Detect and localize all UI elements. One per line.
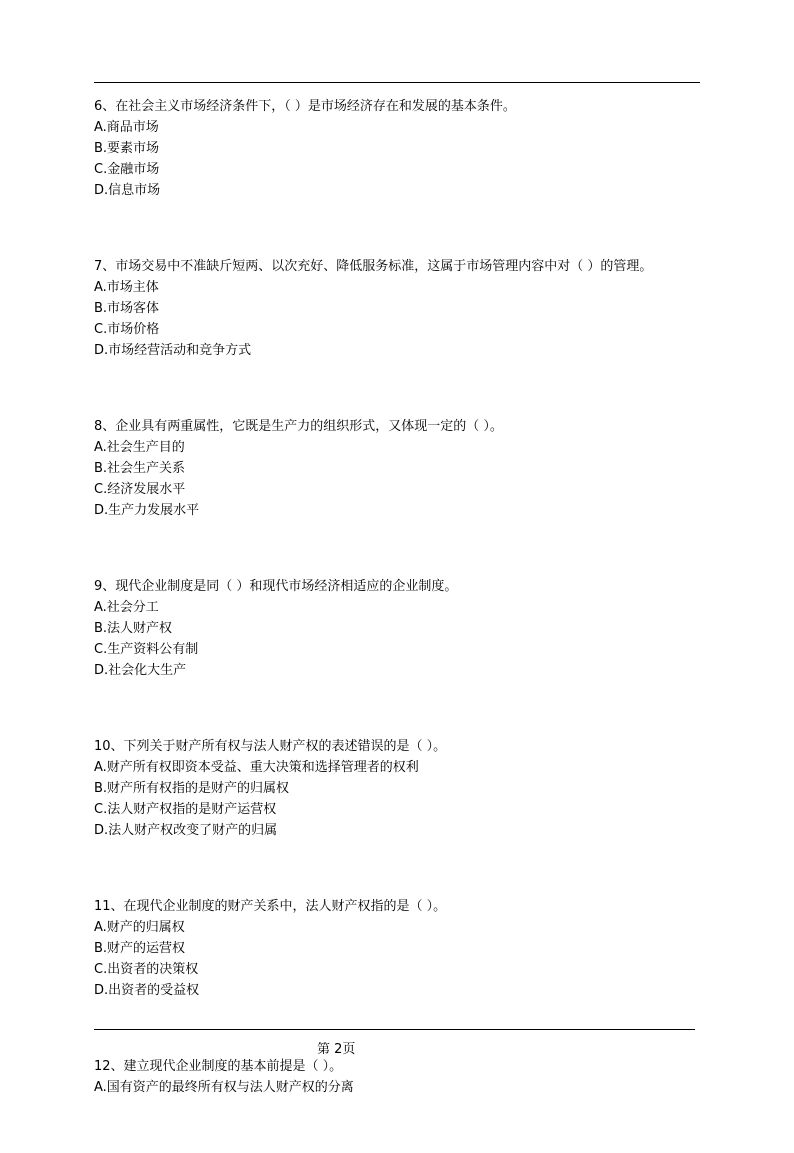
option-c: C.法人财产权指的是财产运营权 — [94, 802, 277, 817]
question-stem: 8、企业具有两重属性，它既是生产力的组织形式，又体现一定的（ ）。 — [94, 419, 503, 434]
option-a: A.市场主体 — [94, 280, 159, 295]
question-6 — [94, 96, 714, 201]
question-stem: 9、现代企业制度是同（ ）和现代市场经济相适应的企业制度。 — [94, 579, 458, 594]
question-9 — [94, 576, 714, 681]
header-rule — [94, 82, 700, 83]
footer-rule — [94, 1029, 695, 1030]
page-number: 第 2页 — [317, 1042, 356, 1057]
question-stem: 6、在社会主义市场经济条件下，（ ）是市场经济存在和发展的基本条件。 — [94, 99, 516, 114]
question-stem: 10、下列关于财产所有权与法人财产权的表述错误的是（ ）。 — [94, 739, 447, 754]
option-d: D.社会化大生产 — [94, 663, 187, 678]
question-stem: 12、建立现代企业制度的基本前提是（ ）。 — [94, 1059, 343, 1074]
option-b: B.法人财产权 — [94, 621, 173, 636]
question-12 — [94, 1056, 714, 1098]
question-stem: 7、市场交易中不准缺斤短两、以次充好、降低服务标准，这属于市场管理内容中对（ ）的管理。 — [94, 259, 653, 274]
option-d: D.市场经营活动和竞争方式 — [94, 343, 252, 358]
option-d: D.法人财产权改变了财产的归属 — [94, 823, 278, 838]
option-c: C.经济发展水平 — [94, 482, 186, 497]
option-a: A.财产的归属权 — [94, 920, 185, 935]
option-d: D.生产力发展水平 — [94, 503, 200, 518]
option-a: A.社会分工 — [94, 600, 159, 615]
option-d: D.出资者的受益权 — [94, 983, 200, 998]
option-b: B.社会生产关系 — [94, 461, 186, 476]
question-7 — [94, 256, 714, 361]
option-a: A.财产所有权即资本受益、重大决策和选择管理者的权利 — [94, 760, 419, 775]
question-10 — [94, 736, 714, 841]
option-c: C.市场价格 — [94, 322, 160, 337]
question-8 — [94, 416, 714, 521]
option-b: B.财产所有权指的是财产的归属权 — [94, 781, 290, 796]
option-c: C.生产资料公有制 — [94, 642, 199, 657]
option-b: B.财产的运营权 — [94, 941, 186, 956]
option-c: C.金融市场 — [94, 162, 160, 177]
option-b: B.市场客体 — [94, 301, 160, 316]
question-stem: 11、在现代企业制度的财产关系中，法人财产权指的是（ ）。 — [94, 899, 447, 914]
question-11 — [94, 896, 714, 1001]
option-a: A.商品市场 — [94, 120, 159, 135]
question-list — [94, 96, 714, 1153]
option-c: C.出资者的决策权 — [94, 962, 199, 977]
option-d: D.信息市场 — [94, 183, 161, 198]
option-a: A.社会生产目的 — [94, 440, 185, 455]
option-a: A.国有资产的最终所有权与法人财产权的分离 — [94, 1080, 354, 1095]
option-b: B.要素市场 — [94, 141, 160, 156]
